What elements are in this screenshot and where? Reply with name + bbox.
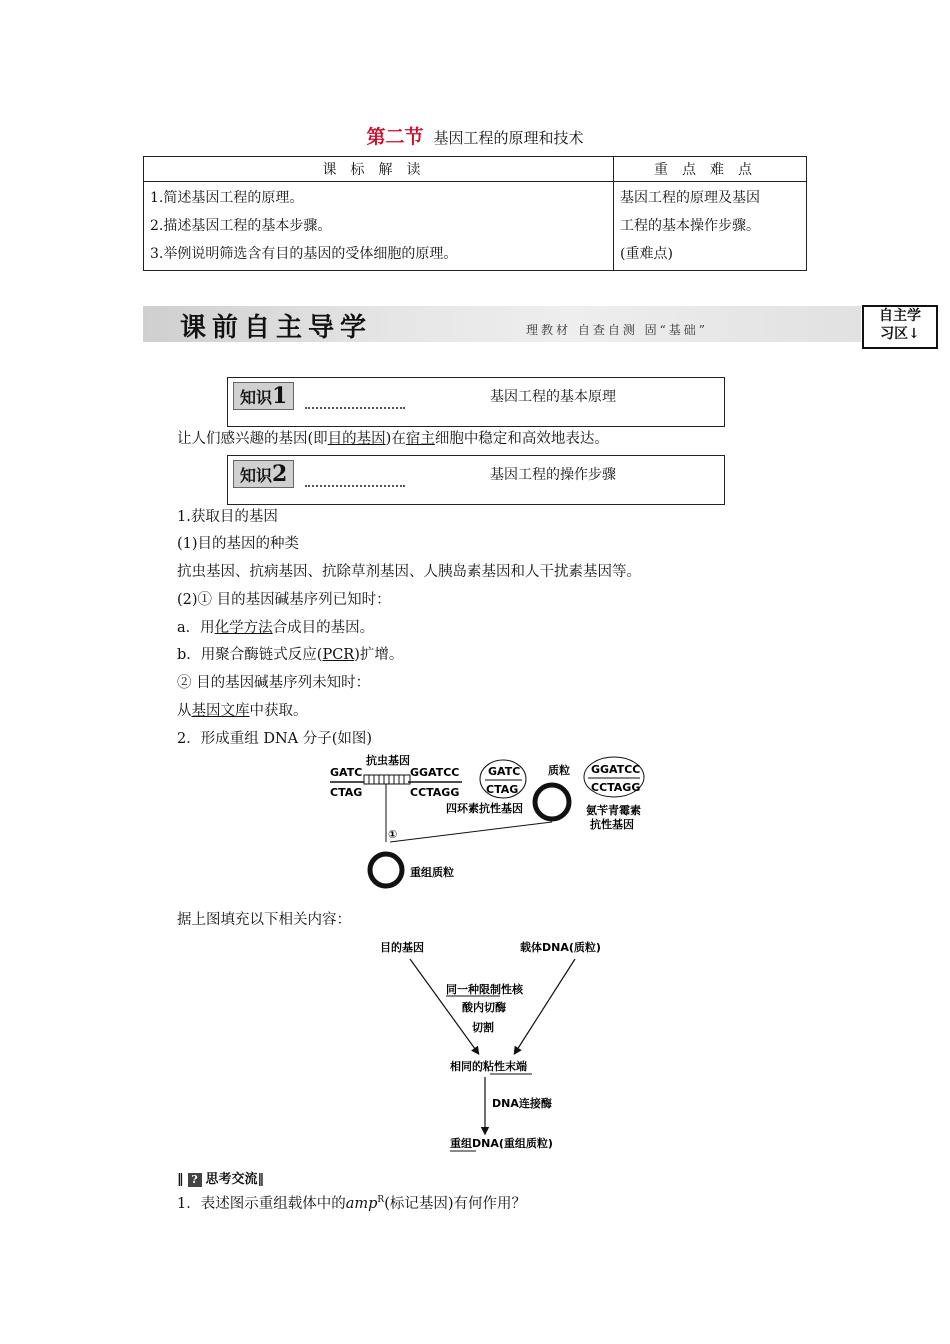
objective-item: 2.描述基因工程的基本步骤。 — [150, 218, 332, 234]
flow-arrow — [515, 959, 575, 1053]
key-points-cell — [614, 182, 807, 271]
knowledge-box-2 — [227, 455, 725, 505]
flow-target-gene: 目的基因 — [380, 941, 424, 954]
bubble1-top: GATC — [488, 765, 521, 778]
recombinant-label: 重组质粒 — [410, 866, 454, 879]
knowledge-badge-1 — [233, 382, 294, 410]
amp-resistance-label-1: 氨苄青霉素 — [586, 804, 641, 817]
seq-left-bottom: CTAG — [330, 786, 363, 799]
think-question-1: 1．表述图示重组载体中的amp$^R$(标记基因)有何作用？ — [177, 1195, 527, 1212]
flow-enzyme-2: 酸内切酶 — [462, 1001, 506, 1014]
procedure-flow-diagram — [370, 935, 650, 1155]
bubble2-top: GGATCC — [591, 763, 641, 776]
tag-line: 自主学 — [879, 308, 921, 324]
seq-left-top: GATC — [330, 766, 363, 779]
objectives-list — [144, 182, 614, 271]
banner-title: 课前自主导学 — [180, 313, 373, 343]
section-number: 第二节 — [366, 126, 424, 148]
recombinant-dna-diagram — [320, 752, 680, 902]
flow-recombinant: 重组DNA(重组质粒) — [450, 1137, 553, 1150]
step-label: ① — [388, 828, 398, 841]
step-1-1: (1)目的基因的种类 — [177, 536, 300, 552]
flow-ligase: DNA连接酶 — [492, 1097, 552, 1110]
badge-text: 知识 — [240, 466, 273, 485]
step-1-1-text: 抗虫基因、抗病基因、抗除草剂基因、人胰岛素基因和人干扰素基因等。 — [177, 564, 641, 580]
tag-line: 习区↓ — [880, 326, 920, 342]
plasmid-label: 质粒 — [548, 764, 570, 777]
step-1-2: (2)① 目的基因碱基序列已知时： — [177, 592, 391, 608]
amp-resistance-label-2: 抗性基因 — [590, 818, 634, 831]
plasmid-ring — [535, 785, 569, 819]
knowledge-box-1 — [227, 377, 725, 427]
key-point-line: (重难点) — [620, 246, 673, 262]
think-discuss-header: ‖ ? 思考交流‖ — [177, 1172, 265, 1187]
step-c2: ② 目的基因碱基序列未知时： — [177, 675, 371, 691]
self-study-tag — [862, 305, 938, 349]
col-header-objectives: 课标解读 — [144, 157, 614, 182]
step-1: 1.获取目的基因 — [177, 509, 278, 525]
arrow-line — [390, 822, 552, 842]
badge-number: 2 — [272, 461, 288, 487]
gene-label: 抗虫基因 — [366, 754, 410, 767]
flow-vector-dna: 载体DNA(质粒) — [520, 941, 601, 954]
page-title — [0, 122, 950, 149]
bubble2-bottom: CCTAGG — [591, 781, 641, 794]
step-a: a．用化学方法合成目的基因。 — [177, 620, 375, 636]
knowledge-title-1: 基因工程的基本原理 — [490, 389, 616, 405]
key-point-line: 工程的基本操作步骤。 — [620, 218, 760, 234]
bubble1-bottom: CTAG — [486, 783, 519, 796]
seq-right-top: GGATCC — [410, 766, 460, 779]
section-title: 基因工程的原理和技术 — [433, 129, 584, 147]
knowledge1-text: 让人们感兴趣的基因(即目的基因)在宿主细胞中稳定和高效地表达。 — [177, 431, 609, 447]
badge-number: 1 — [272, 383, 288, 409]
question-icon: ? — [188, 1173, 202, 1187]
knowledge-badge-2 — [233, 460, 294, 488]
step-2: 2．形成重组 DNA 分子(如图) — [177, 731, 373, 747]
seq-right-bottom: CCTAGG — [410, 786, 460, 799]
knowledge-title-2: 基因工程的操作步骤 — [490, 467, 616, 483]
flow-sticky-ends: 相同的粘性末端 — [450, 1060, 527, 1073]
step-c2-text: 从基因文库中获取。 — [177, 703, 308, 719]
fill-instruction: 据上图填充以下相关内容： — [177, 912, 351, 928]
flow-cut: 切割 — [472, 1021, 494, 1034]
recombinant-plasmid-ring — [370, 854, 402, 886]
step-b: b．用聚合酶链式反应(PCR)扩增。 — [177, 647, 404, 663]
flow-enzyme-1: 同一种限制性核 — [446, 983, 523, 996]
banner-subtitle: 理教材 自查自测 固“基础” — [526, 323, 708, 337]
objective-item: 1.简述基因工程的原理。 — [150, 190, 304, 206]
col-header-key-points: 重点难点 — [614, 157, 807, 182]
objectives-table — [143, 156, 807, 271]
badge-text: 知识 — [240, 388, 273, 407]
dotted-divider — [305, 407, 405, 409]
key-point-line: 基因工程的原理及基因 — [620, 190, 760, 206]
dotted-divider — [305, 485, 405, 487]
objective-item: 3.举例说明筛选含有目的基因的受体细胞的原理。 — [150, 246, 458, 262]
gene-hatched-bar — [364, 775, 410, 784]
tet-resistance-label: 四环素抗性基因 — [446, 802, 523, 815]
